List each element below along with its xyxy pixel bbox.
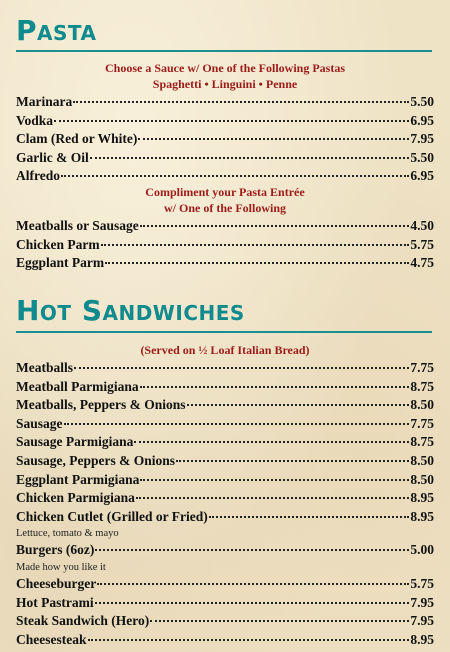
menu-item-price: 5.50: [410, 149, 434, 165]
menu-item-price: 6.95: [410, 112, 434, 128]
menu-item-name: Meatball Parmigiana: [16, 378, 139, 394]
menu-item-name: Steak Sandwich (Hero): [16, 613, 150, 629]
dot-leader: [54, 120, 409, 122]
menu-item-name: Chicken Parm: [16, 236, 100, 252]
menu-item-price: 7.95: [410, 613, 434, 629]
menu-item-note: Lettuce, tomato & mayo: [16, 528, 119, 540]
menu-item-price: 8.95: [410, 631, 434, 647]
menu-item-row: [16, 254, 434, 273]
menu-item-name: Chicken Parmigiana: [16, 490, 135, 506]
menu-item-name: Eggplant Parmigiana: [16, 471, 140, 487]
menu-item-note: Made how you like it: [16, 561, 106, 573]
menu-item-name: Meatballs: [16, 360, 73, 375]
menu-item-price: 7.75: [410, 360, 434, 375]
menu-item-price: 8.50: [410, 471, 434, 487]
menu-item-name: Cheeseburger: [16, 575, 97, 591]
menu-item-name: Sausage Parmigiana: [16, 434, 134, 450]
menu-item-row: [16, 612, 434, 631]
pasta-divider: [16, 50, 432, 52]
pasta-title: Pasta: [16, 14, 97, 47]
dot-leader: [105, 262, 409, 264]
pasta-addon-instructions-line2: w/ One of the Following: [164, 201, 286, 215]
menu-item-price: 8.95: [410, 508, 434, 524]
menu-item-row: [16, 396, 434, 415]
sandwiches-bread-note: (Served on ½ Loaf Italian Bread): [140, 343, 310, 357]
menu-item-price: 8.50: [410, 452, 434, 468]
menu-item-price: 7.95: [410, 131, 434, 147]
sandwiches-divider: [16, 331, 432, 333]
menu-item-row: [16, 594, 434, 613]
dot-leader: [97, 583, 409, 585]
menu-item-name: Eggplant Parm: [16, 255, 105, 271]
menu-item-price: 5.00: [410, 542, 434, 558]
menu-item-row: [16, 575, 434, 594]
menu-item-row: [16, 631, 434, 650]
sandwiches-title: Hot Sandwiches: [16, 294, 245, 327]
dot-leader: [90, 157, 410, 159]
sandwich-list: [16, 359, 434, 649]
menu-item-name: Sausage: [16, 415, 63, 431]
dot-leader: [209, 516, 410, 518]
menu-item-row: [16, 236, 434, 255]
pasta-types: Spaghetti • Linguini • Penne: [152, 77, 298, 91]
menu-item-price: 7.75: [410, 415, 434, 431]
dot-leader: [138, 138, 409, 140]
menu-item-row: [16, 452, 434, 471]
dot-leader: [134, 441, 409, 443]
menu-item-row: [16, 130, 434, 149]
pasta-addon-instructions-line1: Compliment your Pasta Entrée: [145, 185, 305, 199]
menu-item-row: [16, 93, 434, 112]
menu-item-row: [16, 359, 434, 378]
pasta-sauce-instructions: [16, 60, 434, 92]
menu-item-name: Marinara: [16, 94, 73, 109]
dot-leader: [140, 225, 410, 227]
menu-item-name: Chicken Cutlet (Grilled or Fried): [16, 508, 208, 524]
menu-item-row: [16, 489, 434, 508]
dot-leader: [140, 386, 410, 388]
menu-item-price: 6.95: [410, 168, 434, 184]
menu-item-row: [16, 541, 434, 560]
dot-leader: [61, 175, 409, 177]
dot-leader: [95, 602, 410, 604]
menu-item-price: 8.50: [410, 397, 434, 413]
dot-leader: [101, 244, 410, 246]
menu-item-price: 5.50: [410, 94, 434, 109]
menu-item-name: Alfredo: [16, 168, 60, 184]
menu-item-row: [16, 508, 434, 527]
menu-item-price: 8.75: [410, 434, 434, 450]
dot-leader: [176, 460, 409, 462]
dot-leader: [74, 367, 409, 369]
dot-leader: [187, 404, 410, 406]
addon-list: [16, 217, 434, 273]
dot-leader: [88, 639, 410, 641]
menu-item-price: 8.75: [410, 378, 434, 394]
menu-item-name: Garlic & Oil: [16, 149, 89, 165]
menu-item-name: Sausage, Peppers & Onions: [16, 452, 176, 468]
pasta-sauce-instructions-line1: Choose a Sauce w/ One of the Following Pastas: [105, 61, 345, 75]
menu-item-name: Meatballs or Sausage: [16, 218, 139, 233]
menu-item-name: Vodka: [16, 112, 54, 128]
sauce-list: [16, 93, 434, 186]
dot-leader: [140, 479, 409, 481]
menu-item-name: Hot Pastrami: [16, 594, 94, 610]
menu-item-row: [16, 112, 434, 131]
menu-item-name: Burgers (6oz): [16, 542, 95, 558]
menu-item-price: 5.75: [410, 236, 434, 252]
menu-item-name: Clam (Red or White): [16, 131, 138, 147]
pasta-addon-instructions: [16, 184, 434, 216]
menu-item-price: 8.95: [410, 490, 434, 506]
dot-leader: [73, 101, 409, 103]
menu-item-row: [16, 415, 434, 434]
menu-item-price: 7.95: [410, 594, 434, 610]
dot-leader: [136, 497, 409, 499]
menu-item-row: [16, 433, 434, 452]
dot-leader: [95, 549, 409, 551]
menu-item-price: 5.75: [410, 575, 434, 591]
menu-item-price: 4.50: [410, 218, 434, 233]
menu-item-price: 4.75: [410, 255, 434, 271]
menu-item-row: [16, 471, 434, 490]
dot-leader: [150, 620, 409, 622]
dot-leader: [64, 423, 410, 425]
menu-item-row: [16, 149, 434, 168]
menu-item-row: [16, 217, 434, 236]
menu-item-row: [16, 378, 434, 397]
menu-item-name: Cheesesteak: [16, 631, 87, 647]
menu-item-name: Meatballs, Peppers & Onions: [16, 397, 186, 413]
